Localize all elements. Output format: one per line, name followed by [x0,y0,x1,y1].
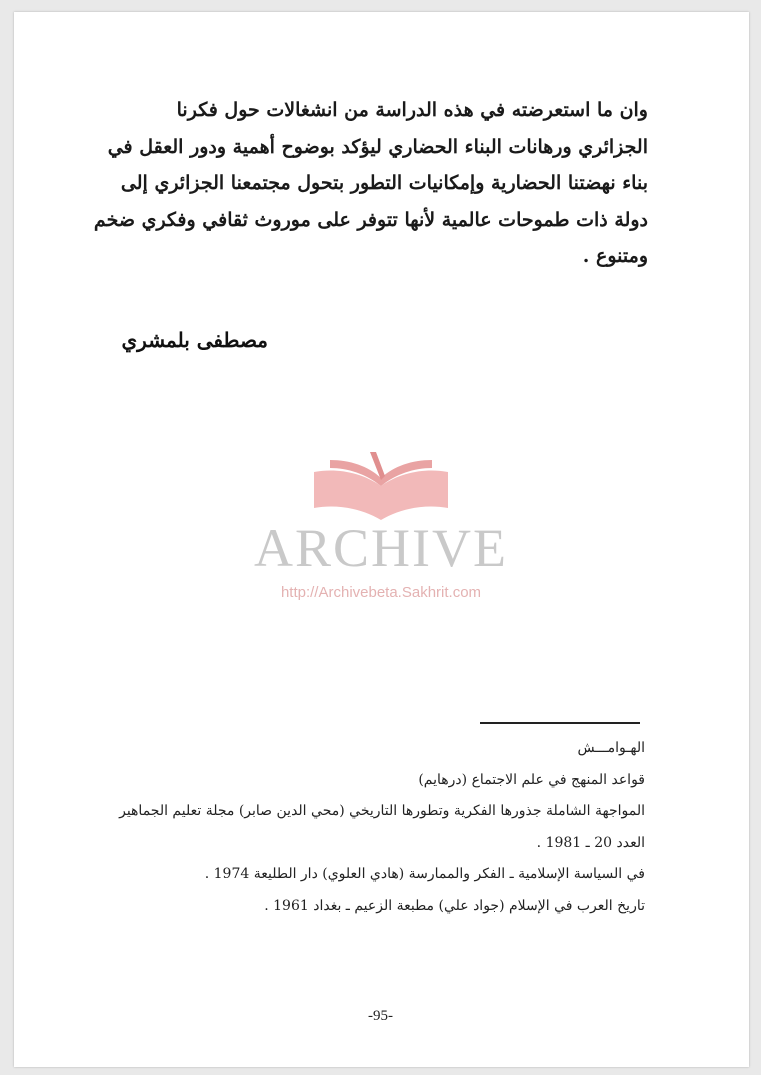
author-signature: مصطفى بلمشري [121,328,268,352]
footnote-item: تاريخ العرب في الإسلام (جواد علي) مطبعة الزعيم ـ بغداد 1961 . [264,897,645,914]
open-book-icon [306,450,456,525]
footnote-divider [480,722,640,724]
footnote-item: قواعد المنهج في علم الاجتماع (درهايم) [418,771,645,788]
footnote-item: المواجهة الشاملة جذورها الفكرية وتطورها التاريخي (محي الدين صابر) مجلة تعليم الجماهير [119,803,645,819]
watermark-url: http://Archivebeta.Sakhrit.com [280,584,482,601]
body-line: وان ما استعرضته في هذه الدراسة من انشغالات حول فكرنا [176,99,648,121]
body-line: ومتنوع . [582,245,648,267]
footnote-item: في السياسة الإسلامية ـ الفكر والممارسة (هادي العلوي) دار الطليعة 1974 . [204,866,645,882]
body-line: دولة ذات طموحات عالمية لأنها تتوفر على موروث ثقافي وفكري ضخم [93,208,648,231]
archive-watermark [226,450,536,610]
body-paragraph [93,92,648,275]
watermark-title: ARCHIVE [254,518,508,578]
footnotes-heading: الهـوامـــش [577,740,645,756]
footnote-item: العدد 20 ـ 1981 . [536,834,645,851]
page-number: -95- [368,1008,393,1024]
body-line: الجزائري ورهانات البناء الحضاري ليؤكد بوضوح أهمية ودور العقل في [107,135,648,158]
body-line: بناء نهضتنا الحضارية وإمكانيات التطور بتحول مجتمعنا الجزائري إلى [120,172,648,194]
footnotes [100,733,645,922]
